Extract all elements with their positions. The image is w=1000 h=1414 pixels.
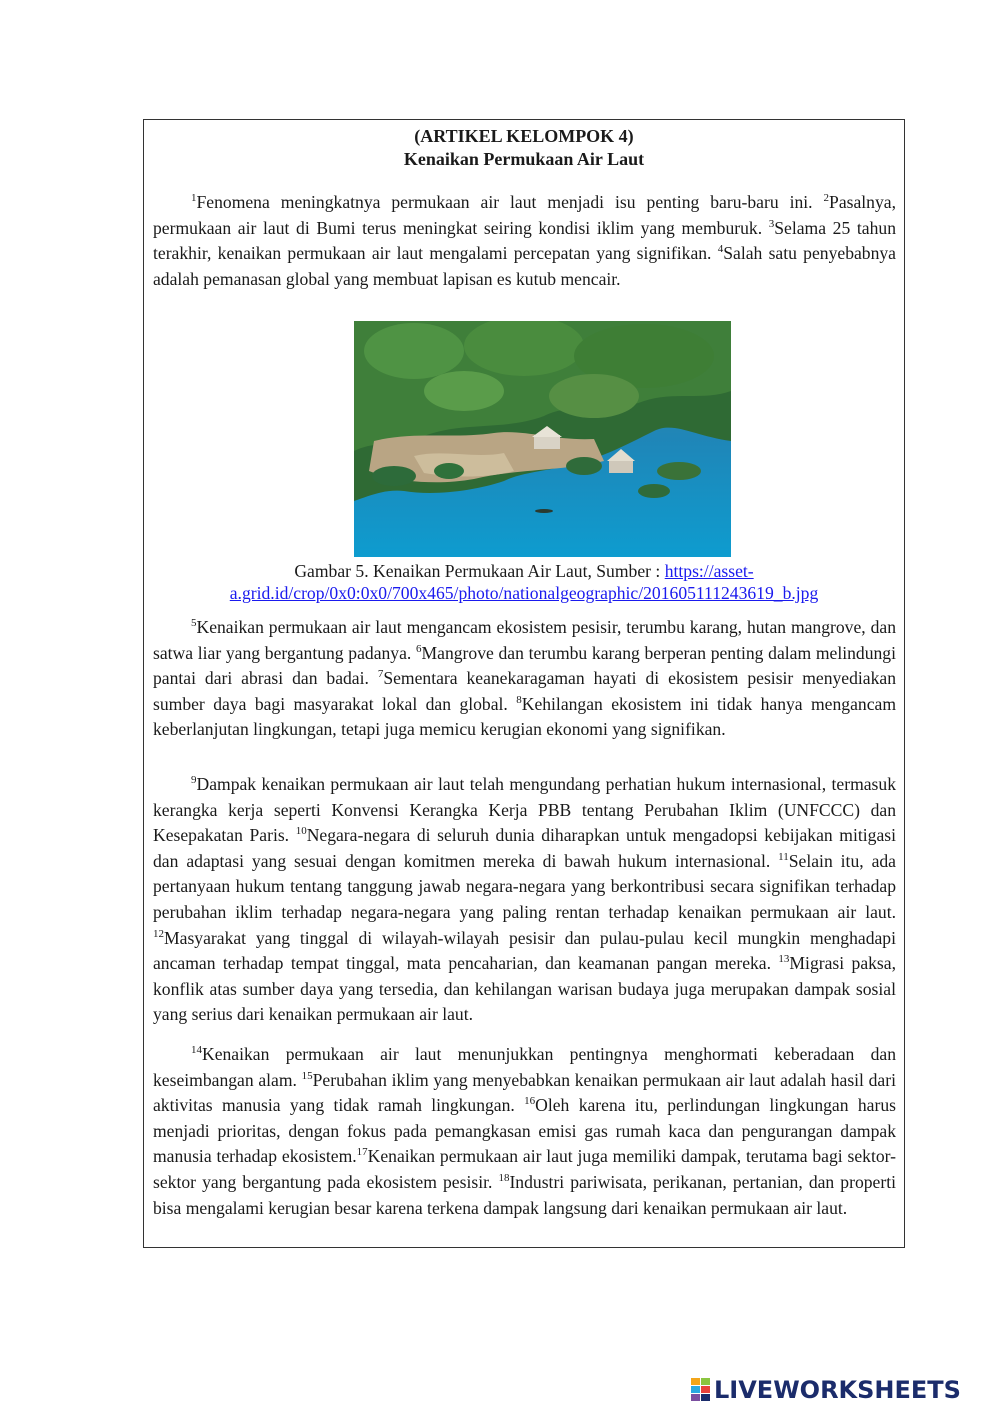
sentence: Oleh karena itu, perlindungan lingkungan harus menjadi prioritas, dengan fokus pada pemangkasan emisi gas rumah kaca dan pengurangan dampak manusia terhadap ekosistem. [153, 1095, 896, 1167]
sentence-number: 12 [153, 927, 164, 940]
sentence-number: 18 [498, 1172, 510, 1185]
sentence: Kenaikan permukaan air laut juga memiliki dampak, terutama bagi sektor-sektor yang bergantung pada ekosistem pesisir. [153, 1146, 896, 1192]
sentence-number: 7 [377, 668, 384, 681]
sentence: Negara-negara di seluruh dunia diharapkan untuk mengadopsi kebijakan mitigasi dan adaptasi yang sesuai dengan komitmen mereka di bawah hukum internasional. [153, 825, 896, 871]
sentence: Industri pariwisata, perikanan, pertanian, dan properti bisa mengalami kerugian besar karena terkena dampak langsung dari kenaikan permukaan air laut. [153, 1171, 896, 1218]
sentence: Pasalnya, permukaan air laut di Bumi terus meningkat seiring kondisi iklim yang memburuk. [153, 192, 896, 238]
sea-level-rise-photo [354, 321, 731, 557]
sentence-number: 14 [191, 1044, 202, 1057]
sentence-number: 10 [295, 825, 307, 838]
paragraph-2 [153, 615, 896, 743]
sentence: Kenaikan permukaan air laut menunjukkan pentingnya menghormati keberadaan dan keseimbangan alam. [153, 1044, 896, 1090]
sentence-number: 17 [356, 1146, 368, 1159]
sentence-number: 2 [823, 192, 830, 205]
sentence: Dampak kenaikan permukaan air laut telah mengundang perhatian hukum internasional, termasuk kerangka kerja seperti Konvensi Kerangka Kerja PBB tentang Perubahan Iklim (UNFCCC) dan Kesepakatan Paris. [153, 774, 896, 846]
sentence-number: 8 [516, 693, 522, 706]
caption-text: Gambar 5. Kenaikan Permukaan Air Laut, Sumber : [294, 561, 665, 581]
sentence: Mangrove dan terumbu karang berperan penting dalam melindungi pantai dari abrasi dan badai. [153, 642, 896, 689]
sentence: Migrasi paksa, konflik atas sumber daya yang tersedia, dan kehilangan warisan budaya juga merupakan dampak sosial yang serius dari kenaikan permukaan air laut. [153, 953, 896, 1025]
sentence-number: 16 [524, 1095, 536, 1108]
sentence-number: 4 [717, 243, 724, 256]
brand-name: LIVEWORKSHEETS [714, 1376, 961, 1404]
sentence: Kenaikan permukaan air laut mengancam ekosistem pesisir, terumbu karang, hutan mangrove, dan satwa liar yang bergantung padanya. [153, 617, 896, 663]
sentence-number: 5 [191, 617, 197, 630]
article-title: Kenaikan Permukaan Air Laut [403, 149, 645, 169]
sentence: Masyarakat yang tinggal di wilayah-wilayah pesisir dan pulau-pulau kecil mungkin menghadapi ancaman terhadap tempat tinggal, mata pencaharian, dan keamanan pangan mereka. [153, 927, 896, 974]
paragraph-3 [153, 772, 896, 1028]
sentence: Perubahan iklim yang menyebabkan kenaikan permukaan air laut adalah hasil dari aktivitas manusia yang tidak ramah lingkungan. [153, 1069, 896, 1116]
sentence: Selama 25 tahun terakhir, kenaikan permukaan air laut mengalami percepatan yang signifikan. [153, 217, 896, 264]
article-group-title: (ARTIKEL KELOMPOK 4) [414, 126, 634, 146]
liveworksheets-logo-icon [690, 1377, 712, 1403]
sentence-number: 11 [778, 850, 789, 863]
article-frame [143, 119, 905, 1248]
sentence-number: 9 [191, 774, 197, 787]
paragraph-4 [153, 1042, 896, 1221]
sentence: Fenomena meningkatnya permukaan air laut menjadi isu penting baru-baru ini. [196, 192, 824, 212]
sentence-number: 1 [191, 192, 197, 205]
source-link[interactable]: https://asset-a.grid.id/crop/0x0:0x0/700x465/photo/nationalgeographic/201605111243619_b.jpg [229, 561, 819, 603]
sentence-number: 3 [768, 217, 775, 230]
sentence-number: 15 [301, 1069, 313, 1082]
liveworksheets-brand[interactable] [690, 1376, 961, 1404]
sentence: Kehilangan ekosistem ini tidak hanya mengancam keberlanjutan lingkungan, tetapi juga memicu kerugian ekonomi yang signifikan. [153, 693, 896, 740]
sentence: Salah satu penyebabnya adalah pemanasan global yang membuat lapisan es kutub mencair. [153, 243, 896, 289]
paragraph-1 [153, 190, 896, 292]
sentence: Sementara keanekaragaman hayati di ekosistem pesisir menyediakan sumber daya bagi masyarakat lokal dan global. [153, 668, 896, 714]
sentence-number: 6 [416, 642, 422, 655]
sentence: Selain itu, ada pertanyaan hukum tentang tanggung jawab negara-negara yang berkontribusi secara signifikan terhadap perubahan iklim terhadap negara-negara yang paling rentan terhadap kenaikan permukaan air laut. [153, 850, 896, 922]
figure-caption [144, 560, 904, 604]
sentence-number: 13 [778, 953, 790, 966]
